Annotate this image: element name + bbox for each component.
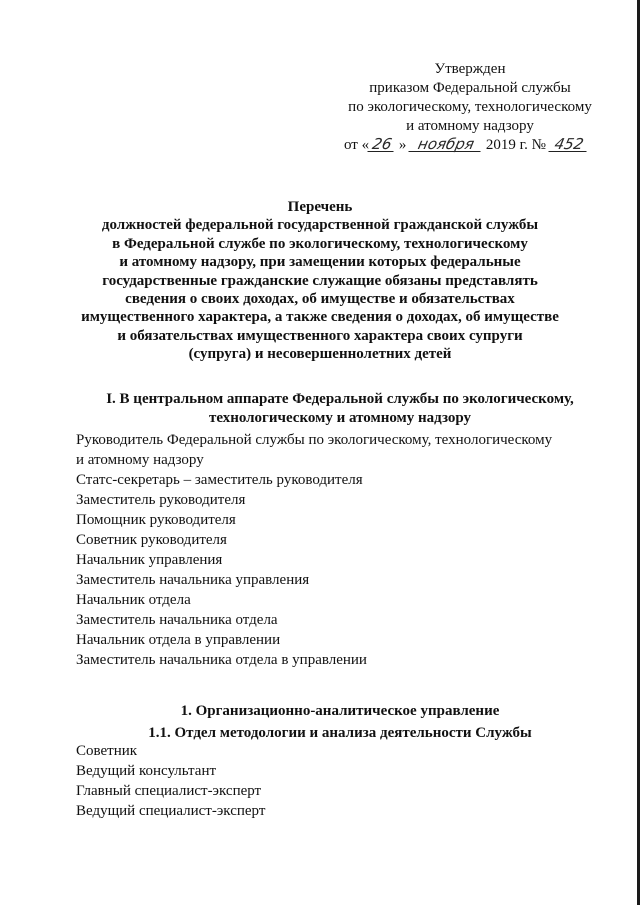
position-item: Начальник управления (76, 552, 223, 568)
approval-line: по экологическому, технологическому (348, 99, 592, 115)
handwritten-order-number: 452 (548, 137, 589, 152)
date-mid: » (398, 137, 407, 153)
department-heading: 1. Организационно-аналитическое управление (180, 703, 500, 719)
division-positions-list (76, 741, 476, 821)
positions-list (76, 430, 621, 670)
handwritten-month: ноября (409, 137, 484, 152)
title-line: и обязательствах имущественного характера своих супруги (117, 327, 523, 344)
position-item: Заместитель начальника отдела в управлении (76, 652, 367, 668)
position-item: Советник руководителя (76, 532, 227, 548)
title-line: должностей федеральной государственной гражданской службы (101, 217, 539, 234)
section-heading-line: I. В центральном аппарате Федеральной службы по экологическому, (106, 391, 574, 407)
handwritten-day: 26 (368, 137, 397, 152)
approval-date (344, 136, 588, 155)
position-item: Ведущий специалист-эксперт (76, 803, 266, 819)
position-item: Начальник отдела (76, 592, 191, 608)
title-line: (супруга) и несовершеннолетних детей (188, 346, 452, 363)
position-item: Статс-секретарь – заместитель руководителя (76, 472, 363, 488)
position-item: Руководитель Федеральной службы по экологическому, технологическому (76, 432, 553, 448)
position-item: и атомному надзору (76, 452, 204, 468)
approval-line: Утвержден (434, 61, 506, 77)
position-item: Заместитель руководителя (76, 492, 246, 508)
approval-stamp (330, 60, 610, 136)
position-item: Заместитель начальника управления (76, 572, 310, 588)
date-year: 2019 г. № (485, 137, 546, 153)
title-line: имущественного характера, а также сведения о доходах, об имуществе (81, 309, 559, 326)
title-line: сведения о своих доходах, об имуществе и обязательствах (125, 291, 515, 308)
position-item: Советник (76, 743, 138, 759)
title-heading: Перечень (287, 199, 353, 215)
title-line: и атомному надзору, при замещении которых федеральные (119, 254, 521, 271)
division-heading: 1.1. Отдел методологии и анализа деятельности Службы (148, 725, 532, 741)
approval-line: и атомному надзору (406, 118, 534, 134)
section-heading (60, 390, 620, 428)
title-line: государственные гражданские служащие обязаны представлять (102, 272, 538, 289)
date-prefix: от « (344, 137, 370, 153)
position-item: Начальник отдела в управлении (76, 632, 281, 648)
position-item: Ведущий консультант (76, 763, 217, 779)
section-heading-line: технологическому и атомному надзору (208, 410, 472, 426)
position-item: Главный специалист-эксперт (76, 783, 262, 799)
document-title (60, 198, 580, 364)
approval-line: приказом Федеральной службы (369, 80, 571, 96)
title-line: в Федеральной службе по экологическому, технологическому (112, 235, 528, 252)
position-item: Помощник руководителя (76, 512, 236, 528)
position-item: Заместитель начальника отдела (76, 612, 278, 628)
